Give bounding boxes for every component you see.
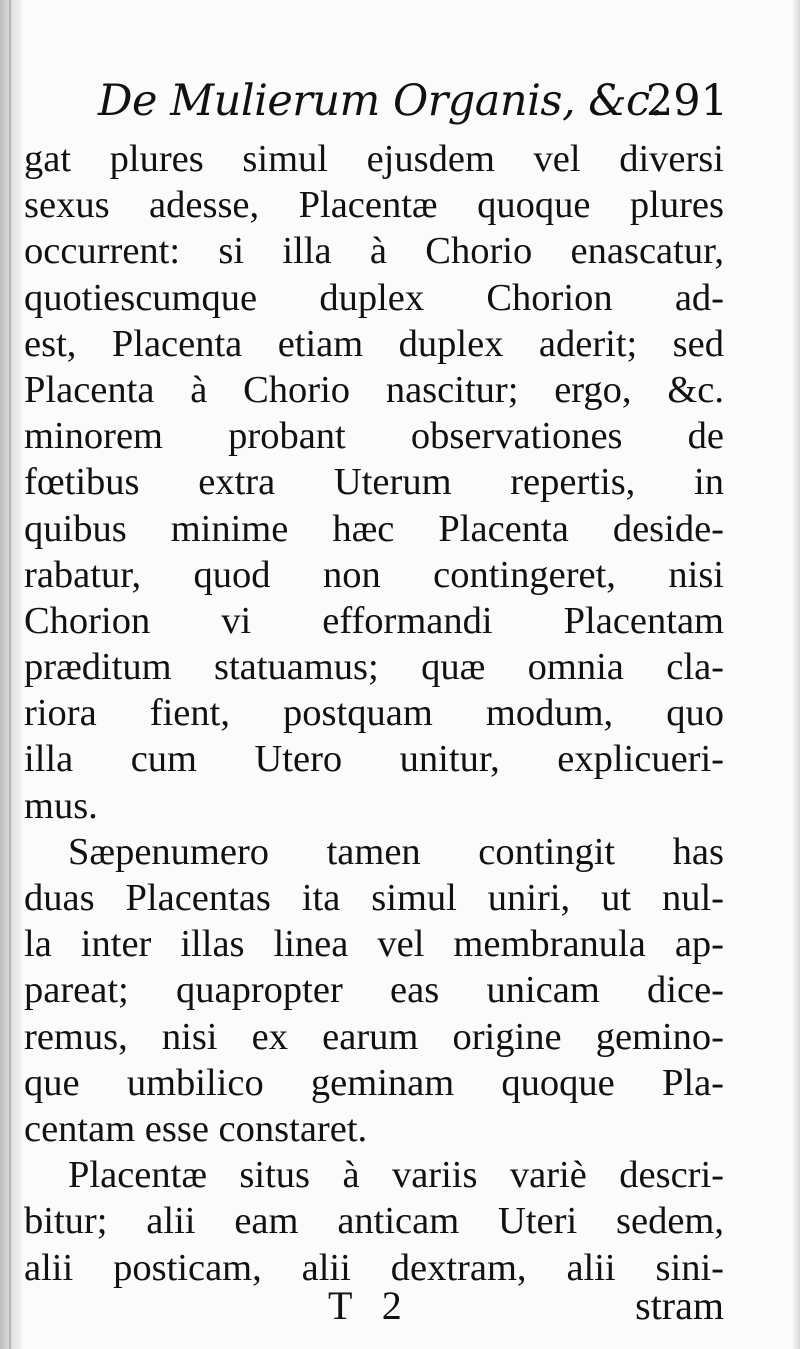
text-line: quibus minime hæc Placenta deside- — [24, 507, 724, 550]
text-line: pareat; quapropter eas unicam dice- — [24, 969, 724, 1012]
text-line: la inter illas linea vel membranula ap- — [24, 923, 724, 966]
text-line: quotiescumque duplex Chorion ad- — [24, 276, 724, 319]
signature-mark: T 2 — [328, 1283, 412, 1328]
page-edge — [792, 0, 800, 1349]
text-line: sexus adesse, Placentæ quoque plures — [24, 184, 724, 227]
running-title: De Mulierum Organis, &c. — [98, 76, 663, 126]
text-line: duas Placentas ita simul uniri, ut nul- — [24, 877, 724, 919]
text-line: minorem probant observationes de — [24, 415, 724, 458]
binding-gutter — [0, 0, 22, 1349]
text-line: rabatur, quod non contingeret, nisi — [24, 553, 724, 596]
text-line: præditum statuamus; quæ omnia cla- — [24, 646, 724, 689]
text-line: remus, nisi ex earum origine gemino- — [24, 1015, 724, 1058]
paragraph-start-line: Placentæ situs à variis variè descri- — [68, 1154, 724, 1197]
catchword: stram — [635, 1283, 724, 1328]
text-line: fœtibus extra Uterum repertis, in — [24, 461, 724, 504]
text-line: alii posticam, alii dextram, alii sini- — [24, 1246, 724, 1289]
body-text — [24, 136, 724, 1291]
running-head — [98, 72, 728, 132]
page-number: 291 — [645, 76, 728, 126]
gutter-shadow-line — [9, 0, 11, 1349]
text-line: bitur; alii eam anticam Uteri sedem, — [24, 1200, 724, 1243]
text-line: illa cum Utero unitur, explicueri- — [24, 738, 724, 781]
text-line: que umbilico geminam quoque Pla- — [24, 1061, 724, 1104]
text-line: mus. — [24, 784, 98, 827]
text-line: gat plures simul ejusdem vel diversi — [24, 138, 724, 180]
text-line: riora fient, postquam modum, quo — [24, 692, 724, 735]
paragraph-start-line: Sæpenumero tamen contingit has — [68, 830, 724, 873]
text-line: centam esse constaret. — [24, 1107, 368, 1150]
text-line: occurrent: si illa à Chorio enascatur, — [24, 230, 724, 273]
text-line: Placenta à Chorio nascitur; ergo, &c. — [24, 368, 724, 411]
text-line: Chorion vi efformandi Placentam — [24, 599, 724, 642]
page-footer — [24, 1282, 724, 1332]
text-line: est, Placenta etiam duplex aderit; sed — [24, 322, 724, 365]
